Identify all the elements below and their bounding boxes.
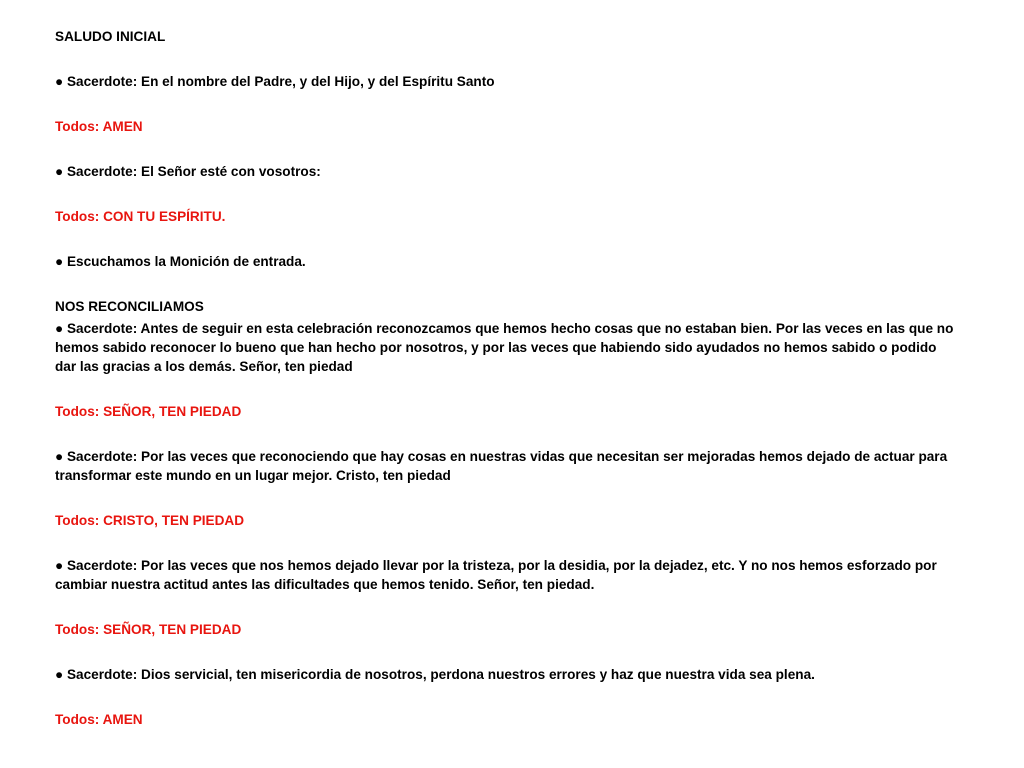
priest-line-4: ● Sacerdote: Por las veces que reconociendo que hay cosas en nuestras vidas que necesitan ser mejoradas hemos dejado de actuar para transformar este mundo en un lugar mejor. Cristo, ten piedad xyxy=(55,449,948,483)
priest-line-3: ● Sacerdote: Antes de seguir en esta celebración reconozcamos que hemos hecho cosas que no estaban bien. Por las veces en las que no hemos sabido reconocer lo bueno que han hecho por nosotros, y por las veces que habiendo sido ayudados no hemos sabido o podido dar las gracias a los demás. Señor, ten piedad xyxy=(55,321,954,374)
response-line-1: Todos: AMEN xyxy=(55,119,143,134)
priest-line-5: ● Sacerdote: Por las veces que nos hemos dejado llevar por la tristeza, por la desidia, por la dejadez, etc. Y no nos hemos esforzado por cambiar nuestra actitud antes las dificultades que hemos tenido. Señor, ten piedad. xyxy=(55,558,937,592)
priest-line-2: ● Sacerdote: El Señor esté con vosotros: xyxy=(55,164,321,179)
priest-line-6: ● Sacerdote: Dios servicial, ten misericordia de nosotros, perdona nuestros errores y haz que nuestra vida sea plena. xyxy=(55,667,815,682)
priest-line-1: ● Sacerdote: En el nombre del Padre, y del Hijo, y del Espíritu Santo xyxy=(55,74,495,89)
response-line-2: Todos: CON TU ESPÍRITU. xyxy=(55,209,226,224)
section-heading-nos-reconciliamos: NOS RECONCILIAMOS xyxy=(55,299,204,314)
section-heading-saludo-inicial: SALUDO INICIAL xyxy=(55,29,166,44)
response-line-3: Todos: SEÑOR, TEN PIEDAD xyxy=(55,404,242,419)
response-line-6: Todos: AMEN xyxy=(55,712,143,727)
response-line-5: Todos: SEÑOR, TEN PIEDAD xyxy=(55,622,242,637)
monicion-line: ● Escuchamos la Monición de entrada. xyxy=(55,254,306,269)
response-line-4: Todos: CRISTO, TEN PIEDAD xyxy=(55,513,245,528)
